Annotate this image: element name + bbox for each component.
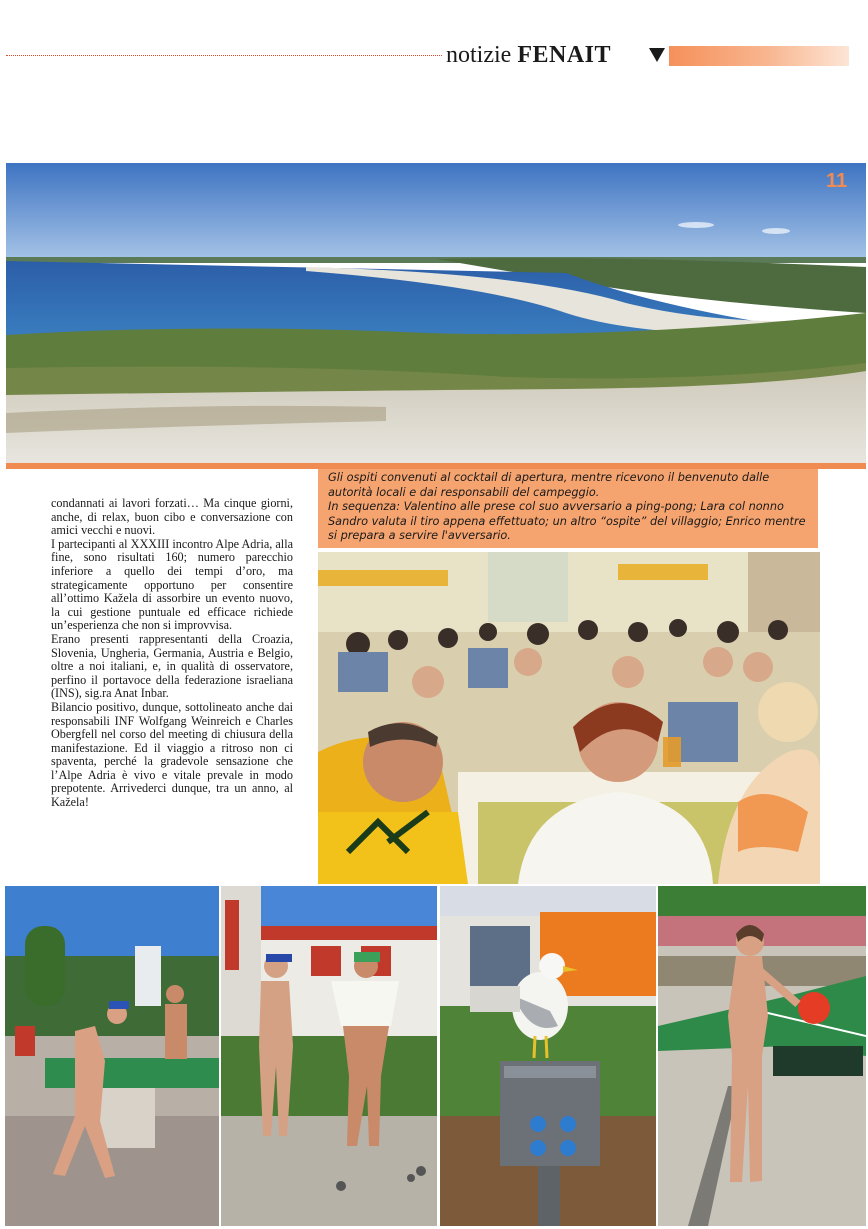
- ping-pong-photo-enrico: [658, 886, 866, 1226]
- photo-caption: [318, 469, 818, 548]
- caption-line-2: In sequenza: Valentino alle prese col suo avversario a ping-pong; Lara col nonno Sandro valuta il tiro appena effettuato; un altro “ospite” del villaggio; Enrico mentre si prepara a servire l'avversario.: [328, 500, 806, 543]
- article-paragraph: condannati ai lavori forzati… Ma cinque giorni, anche, di relax, buon cibo e conversazione con amici vecchi e nuovi.: [51, 496, 293, 538]
- article-paragraph: Erano presenti rappresentanti della Croazia, Slovenia, Ungheria, Germania, Austria e Belgio, oltre a noi italiani, e, in qualità di osservatore, perfino il portavoce della federazione israeliana (INS), sig.ra Anat Inbar.: [51, 631, 293, 701]
- article-text: [51, 497, 293, 810]
- section-title: [446, 40, 611, 70]
- caption-line-1: Gli ospiti convenuti al cocktail di apertura, mentre ricevono il benvenuto dalle autorità locali e dai responsabili del campeggio.: [328, 471, 770, 499]
- seagull-photo: [440, 886, 656, 1226]
- beach-photo: [6, 163, 866, 465]
- page-number: 11: [826, 170, 848, 192]
- article-paragraph: Bilancio positivo, dunque, sottolineato anche dai responsabili INF Wolfgang Weinreich e Charles Obergfell nel corso del meeting di chiusura della manifestazione. Ed il viaggio a ritroso non ci spaventa, perché la gradevole sensazione che l’Alpe Adria è vivo e vitale prevale in modo prepotente. Arrivederci dunque, tra un anno, al Kažela!: [51, 699, 293, 810]
- header-gradient-bar: [669, 46, 849, 66]
- header-dotted-rule: [6, 55, 442, 56]
- bocce-photo-lara-sandro: [221, 886, 437, 1226]
- triangle-down-icon: [649, 48, 665, 62]
- article-paragraph: I partecipanti al XXXIII incontro Alpe Adria, alla fine, sono risultati 160; numero parecchio inferiore a quello dei tempi d’oro, ma strategicamente opportuno per consentire all’ottimo Kažela di assorbire un evento nuovo, la cui gestione puntuale ed efficace richiede un’esperienza che non si improvvisa.: [51, 536, 293, 633]
- section-title-prefix: notizie: [446, 42, 512, 68]
- ping-pong-photo-valentino: [5, 886, 219, 1226]
- section-title-brand: FENAIT: [517, 42, 611, 68]
- cocktail-dinner-photo: [318, 552, 820, 884]
